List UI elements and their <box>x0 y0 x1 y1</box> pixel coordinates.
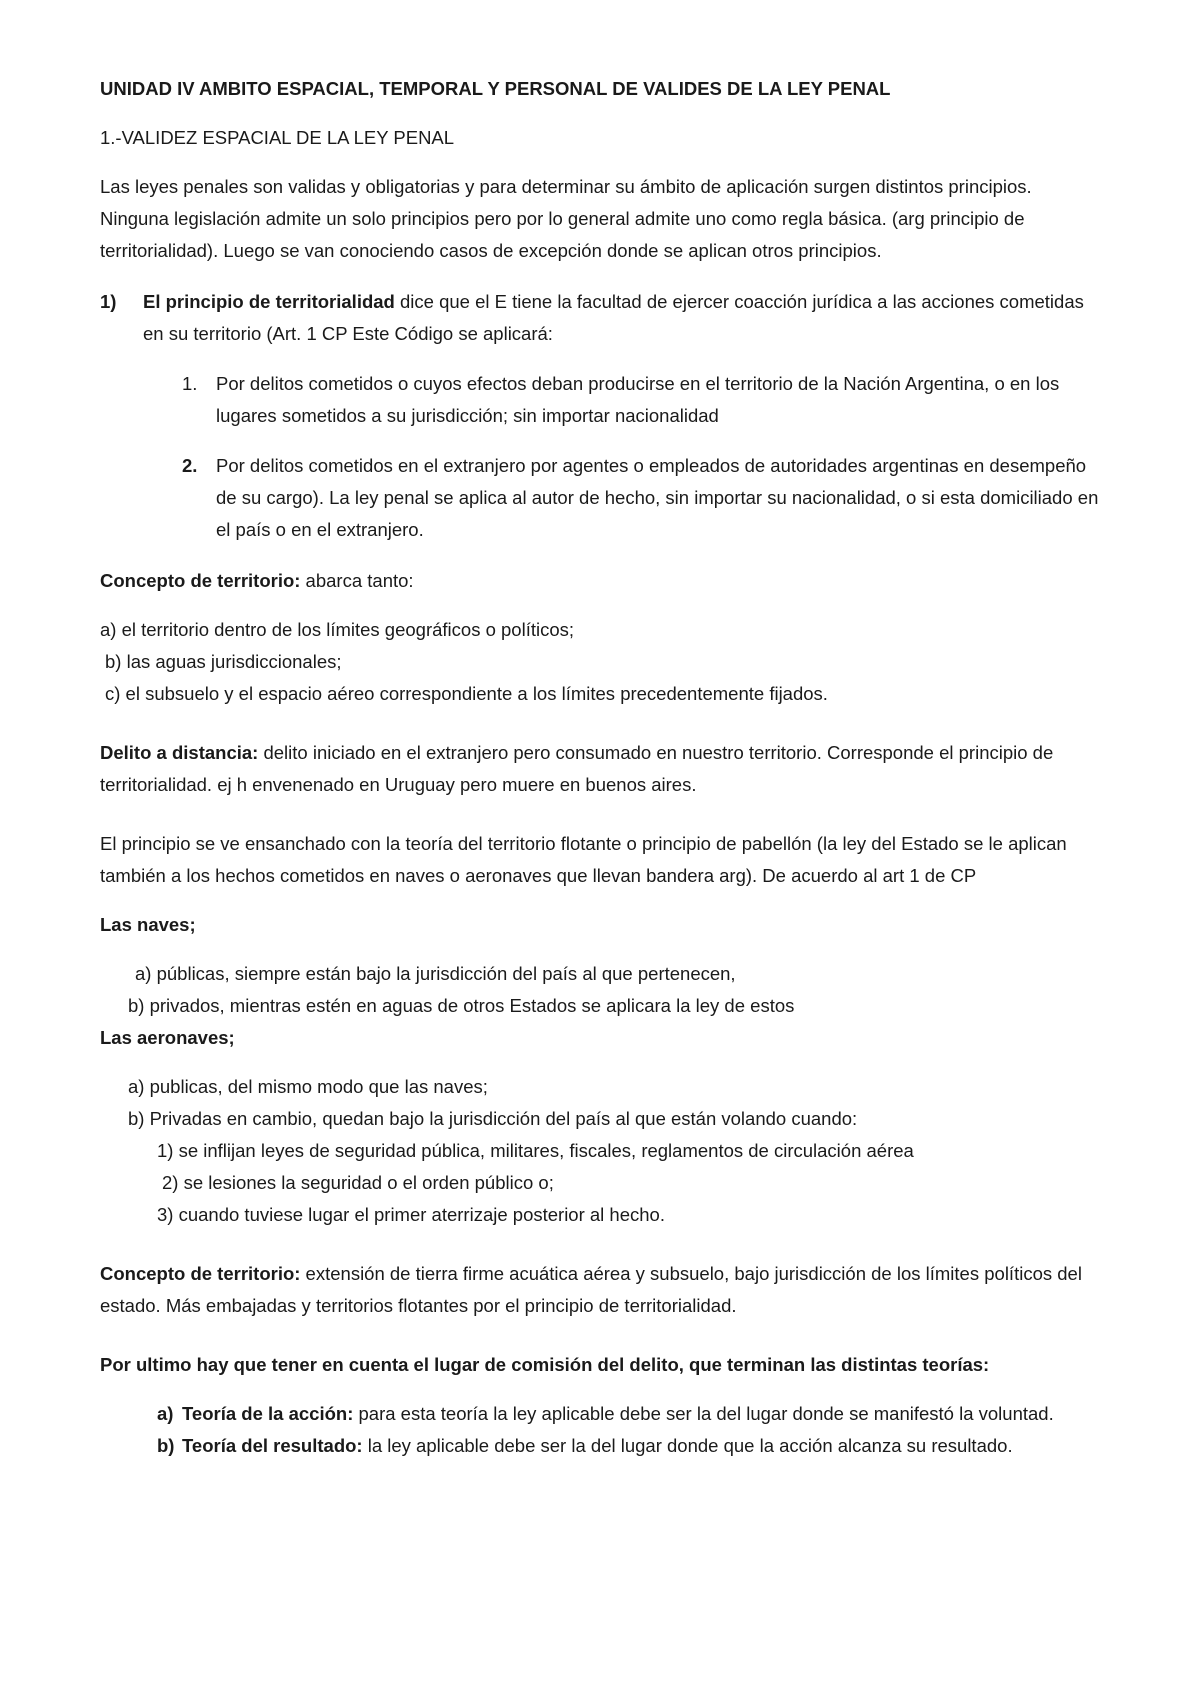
theories-intro: Por ultimo hay que tener en cuenta el lugar de comisión del delito, que terminan las distintas teorías: <box>100 1354 990 1375</box>
aircraft-subitem-3: 3) cuando tuviese lugar el primer aterrizaje posterior al hecho. <box>157 1204 665 1225</box>
territory-concept <box>100 565 1100 597</box>
territory-item-c: c) el subsuelo y el espacio aéreo correspondiente a los límites precedentemente fijados. <box>105 683 828 704</box>
theory-text: para esta teoría la ley aplicable debe ser la del lugar donde se manifestó la voluntad. <box>353 1403 1054 1424</box>
section-heading: 1.-VALIDEZ ESPACIAL DE LA LEY PENAL <box>100 127 455 148</box>
territory-concept-text: abarca tanto: <box>300 570 414 591</box>
territory-concept-label: Concepto de territorio: <box>100 570 301 591</box>
ships-item-a: a) públicas, siempre están bajo la jurisdicción del país al que pertenecen, <box>135 963 736 984</box>
distance-paragraph <box>100 737 1100 801</box>
aircraft-list <box>100 1071 1100 1231</box>
list-item <box>100 368 1100 432</box>
theory-label: Teoría de la acción: <box>182 1403 354 1424</box>
list-item <box>100 450 1100 546</box>
document-title: UNIDAD IV AMBITO ESPACIAL, TEMPORAL Y PERSONAL DE VALIDES DE LA LEY PENAL <box>100 78 891 99</box>
distance-text: delito iniciado en el extranjero pero consumado en nuestro territorio. Corresponde el principio de territorialidad. ej h envenenado en Uruguay pero muere en buenos aires. <box>100 742 1054 795</box>
intro-paragraph: Las leyes penales son validas y obligatorias y para determinar su ámbito de aplicación surgen distintos principios. Ninguna legislación admite un solo principios pero por lo general admite uno como regla básica. (arg principio de territorialidad). Luego se van conociendo casos de excepción donde se aplican otros principios. <box>100 176 1032 261</box>
territory-item-a: a) el territorio dentro de los límites geográficos o políticos; <box>100 619 575 640</box>
aircraft-item-a: a) publicas, del mismo modo que las naves; <box>128 1076 488 1097</box>
theory-marker: a) <box>157 1403 174 1424</box>
territory-list <box>100 614 1100 710</box>
principle-item <box>100 286 1100 350</box>
list-text: Por delitos cometidos o cuyos efectos deban producirse en el territorio de la Nación Argentina, o en los lugares sometidos a su jurisdicción; sin importar nacionalidad <box>216 373 1060 426</box>
list-text: Por delitos cometidos en el extranjero por agentes o empleados de autoridades argentinas en desempeño de su cargo). La ley penal se aplica al autor de hecho, sin importar su nacionalidad, o si esta domiciliado en el país o en el extranjero. <box>216 455 1099 540</box>
list-marker: 1. <box>182 373 198 394</box>
list-marker: 2. <box>182 455 198 476</box>
territory-concept-2 <box>100 1258 1100 1322</box>
theory-item-result <box>100 1430 1100 1462</box>
ships-list <box>100 958 1100 1022</box>
territory-concept-2-text: extensión de tierra firme acuática aérea y subsuelo, bajo jurisdicción de los límites políticos del estado. Más embajadas y territorios flotantes por el principio de territorialidad. <box>100 1263 1082 1316</box>
aircraft-subitem-2: 2) se lesiones la seguridad o el orden público o; <box>162 1172 554 1193</box>
theory-text: la ley aplicable debe ser la del lugar donde que la acción alcanza su resultado. <box>362 1435 1013 1456</box>
ships-item-b: b) privados, mientras estén en aguas de otros Estados se aplicara la ley de estos <box>128 995 795 1016</box>
aircraft-subitem-1: 1) se inflijan leyes de seguridad pública, militares, fiscales, reglamentos de circulación aérea <box>157 1140 914 1161</box>
distance-label: Delito a distancia: <box>100 742 259 763</box>
theory-marker: b) <box>157 1435 175 1456</box>
aircraft-item-b: b) Privadas en cambio, quedan bajo la jurisdicción del país al que están volando cuando: <box>128 1108 858 1129</box>
aircraft-heading: Las aeronaves; <box>100 1027 235 1048</box>
principle-bold: El principio de territorialidad <box>143 291 395 312</box>
territory-concept-2-label: Concepto de territorio: <box>100 1263 301 1284</box>
principle-marker: 1) <box>100 291 117 312</box>
theory-item-action <box>100 1398 1100 1430</box>
territory-item-b: b) las aguas jurisdiccionales; <box>105 651 342 672</box>
ships-heading: Las naves; <box>100 914 196 935</box>
floating-paragraph: El principio se ve ensanchado con la teoría del territorio flotante o principio de pabellón (la ley del Estado se le aplican también a los hechos cometidos en naves o aeronaves que llevan bandera arg). De acuerdo al art 1 de CP <box>100 833 1067 886</box>
principle-text: dice que el E tiene la facultad de ejercer coacción jurídica a las acciones cometidas en su territorio (Art. 1 CP Este Código se aplicará: <box>143 291 1084 344</box>
theory-label: Teoría del resultado: <box>182 1435 363 1456</box>
